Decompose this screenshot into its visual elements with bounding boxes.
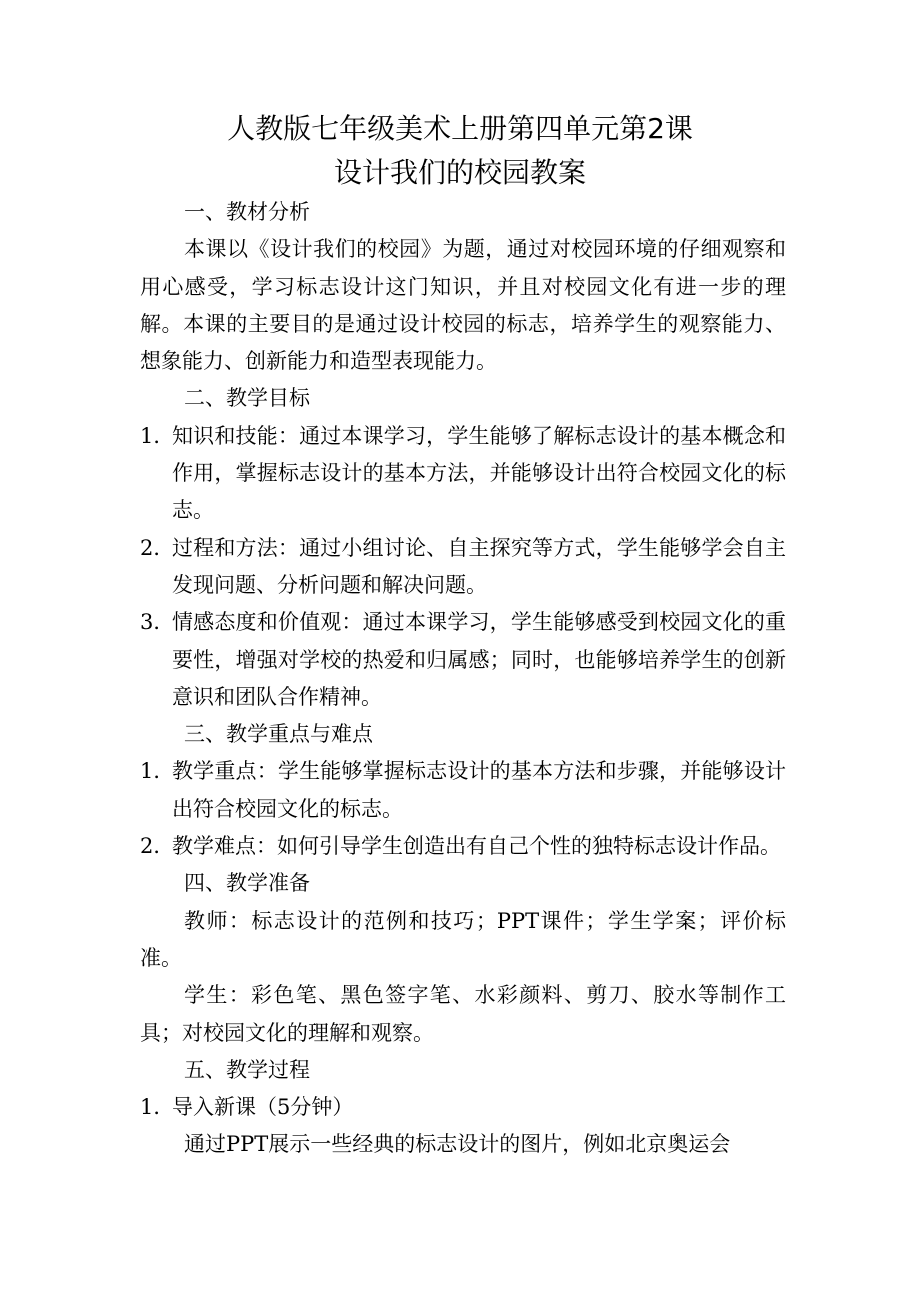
student-preparation-paragraph: 学生：彩色笔、黑色签字笔、水彩颜料、剪刀、胶水等制作工具；对校园文化的理解和观察。: [140, 983, 786, 1045]
document-body: [140, 194, 786, 1164]
objective-text: 情感态度和价值观：通过本课学习，学生能够感受到校园文化的重要性，增强对学校的热爱和归属感；同时，也能够培养学生的创新意识和团队合作精神。: [172, 610, 786, 709]
difficulty-text: 教学难点：如何引导学生创造出有自己个性的独特标志设计作品。: [172, 834, 781, 859]
list-number: 1．: [140, 1095, 175, 1120]
section-heading-teaching-preparation: 四、教学准备: [184, 871, 310, 896]
process-paragraph: 通过PPT展示一些经典的标志设计的图片，例如北京奥运会: [184, 1132, 731, 1157]
document-title-line-2: 设计我们的校园教案: [333, 156, 586, 189]
difficulty-item: [140, 828, 786, 865]
key-point-item: [140, 753, 786, 828]
list-number: 2．: [140, 834, 175, 859]
section-heading-teaching-objectives: 二、教学目标: [184, 386, 310, 411]
process-step-item: [140, 1089, 786, 1126]
section-heading-key-points-difficulties: 三、教学重点与难点: [184, 722, 373, 747]
list-number: 3．: [140, 610, 175, 635]
document-title-line-1: 人教版七年级美术上册第四单元第2课: [227, 112, 693, 145]
objective-text: 过程和方法：通过小组讨论、自主探究等方式，学生能够学会自主发现问题、分析问题和解决问题。: [172, 535, 786, 597]
list-number: 2．: [140, 535, 175, 560]
teacher-preparation-paragraph: 教师：标志设计的范例和技巧；PPT课件；学生学案；评价标准。: [140, 908, 786, 970]
list-number: 1．: [140, 759, 175, 784]
list-number: 1．: [140, 423, 175, 448]
section-heading-textbook-analysis: 一、教材分析: [184, 200, 310, 224]
objective-item: [140, 604, 786, 716]
textbook-analysis-paragraph: 本课以《设计我们的校园》为题，通过对校园环境的仔细观察和用心感受，学习标志设计这门知识，并且对校园文化有进一步的理解。本课的主要目的是通过设计校园的标志，培养学生的观察能力、想象能力、创新能力和造型表现能力。: [140, 237, 786, 374]
objective-item: [140, 418, 786, 530]
process-step-text: 导入新课（5分钟）: [172, 1095, 354, 1120]
section-heading-teaching-process: 五、教学过程: [184, 1057, 310, 1082]
objective-text: 知识和技能：通过本课学习，学生能够了解标志设计的基本概念和作用，掌握标志设计的基本方法，并能够设计出符合校园文化的标志。: [172, 423, 786, 523]
objective-item: [140, 530, 786, 605]
key-point-text: 教学重点：学生能够掌握标志设计的基本方法和步骤，并能够设计出符合校园文化的标志。: [172, 759, 786, 821]
